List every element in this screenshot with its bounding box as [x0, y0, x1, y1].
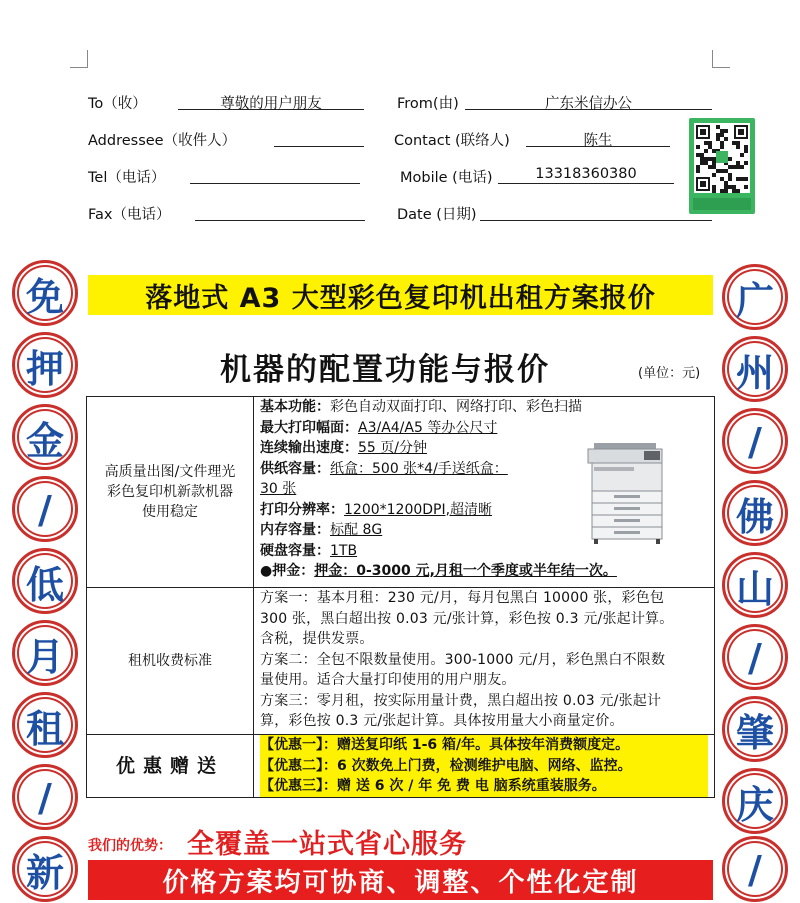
bottom-banner: 价格方案均可协商、调整、个性化定制 — [88, 860, 713, 900]
left-seal-4: 低 — [12, 548, 78, 614]
promo-label: 优惠赠送 — [87, 735, 254, 797]
qr-module — [744, 149, 748, 153]
to-label: To（收） — [88, 96, 147, 112]
qr-module — [696, 169, 700, 173]
promo-list — [254, 735, 714, 797]
fee-line: 方案三：零月租，按实际用量计费，黑白超出按 0.03 元/张起计 — [260, 692, 662, 709]
spec-value: 纸盒：500 张*4/手送纸盒： — [330, 460, 508, 477]
left-seal-1: 押 — [12, 332, 78, 398]
qr-module — [740, 165, 744, 169]
left-seal-8: 新 — [12, 836, 78, 902]
fee-label: 租机收费标准 — [87, 588, 254, 734]
to-value: 尊敬的用户朋友 — [178, 92, 364, 110]
qr-module — [740, 153, 744, 157]
mobile-label: Mobile (电话) — [400, 170, 493, 186]
qr-module — [744, 185, 748, 189]
qr-module — [712, 189, 716, 193]
unit-note: (单位：元) — [638, 366, 701, 381]
spec-value: 标配 8G — [330, 522, 383, 538]
qr-module — [744, 177, 748, 181]
promo-row — [87, 734, 714, 797]
promo-line: 【优惠三】：赠 送 6 次 / 年 免 费 电 脑系统重装服务。 — [260, 778, 606, 794]
spec-value: A3/A4/A5 等办公尺寸 — [358, 419, 498, 436]
addressee-value — [274, 129, 364, 147]
spec-key: 连续输出速度： — [260, 440, 358, 456]
advantage-label: 我们的优势： — [88, 838, 172, 854]
copier-image — [584, 437, 672, 547]
section-subtitle: 机器的配置功能与报价 — [220, 352, 550, 388]
advantage-text: 全覆盖一站式省心服务 — [187, 829, 467, 860]
left-seal-3: / — [12, 476, 78, 542]
spec-key: ●押金： — [260, 563, 315, 579]
qr-module — [696, 145, 700, 149]
spec-value: 30 张 — [260, 481, 297, 497]
fee-line: 300 张，黑白超出按 0.03 元/张计算，彩色按 0.3 元/张起计算。 — [260, 610, 674, 627]
main-title-banner: 落地式 A3 大型彩色复印机出租方案报价 — [88, 275, 713, 315]
price-table — [86, 396, 715, 798]
left-seal-7: / — [12, 764, 78, 830]
from-label: From(由) — [397, 96, 459, 112]
config-label: 高质量出图/文件理光彩色复印机新款机器使用稳定 — [87, 397, 254, 587]
addressee-label: Addressee（收件人） — [88, 133, 237, 149]
spec-value: 1200*1200DPI,超清晰 — [344, 501, 493, 518]
qr-module — [716, 151, 728, 163]
qr-module — [720, 145, 724, 149]
crop-mark-top-right — [712, 50, 730, 68]
qr-module — [712, 173, 716, 177]
fax-label: Fax（电话） — [88, 207, 171, 223]
spec-key: 基本功能： — [260, 399, 330, 415]
contact-value: 陈生 — [526, 129, 670, 147]
spec-key: 打印分辨率： — [260, 501, 344, 518]
qr-module — [744, 161, 748, 165]
spec-line — [260, 418, 708, 439]
spec-key: 内存容量： — [260, 522, 330, 538]
fee-line: 方案一：基本月租：230 元/月，每月包黑白 10000 张，彩色包 — [260, 590, 665, 606]
to-row — [88, 92, 147, 113]
fee-line: 方案二：全包不限数量使用。300-1000 元/月，彩色黑白不限数 — [260, 651, 666, 668]
crop-mark-top-left — [70, 50, 88, 68]
qr-footer — [693, 198, 751, 210]
right-seal-6: 肇 — [722, 696, 788, 762]
fee-line: 含税，提供发票。 — [260, 631, 374, 647]
spec-value: 55 页/分钟 — [358, 440, 427, 456]
wechat-qr-code — [689, 118, 755, 214]
right-seal-1: 州 — [722, 336, 788, 402]
promo-line: 【优惠二】：6 次数免上门费，检测维护电脑、网络、监控。 — [260, 757, 632, 774]
left-seal-5: 月 — [12, 620, 78, 686]
spec-key: 硬盘容量： — [260, 542, 330, 559]
contact-label: Contact (联络人) — [394, 133, 510, 149]
date-label: Date (日期) — [397, 207, 477, 223]
right-seal-7: 庆 — [722, 768, 788, 834]
qr-module — [736, 145, 740, 149]
left-seal-6: 租 — [12, 692, 78, 758]
qr-module — [704, 149, 708, 153]
right-seal-3: 佛 — [722, 480, 788, 546]
fee-list — [254, 588, 714, 734]
tel-value — [190, 166, 360, 184]
spec-line — [260, 397, 708, 418]
qr-module — [736, 189, 740, 193]
from-value: 广东米信办公 — [465, 92, 712, 110]
date-value — [480, 203, 712, 221]
spec-value: 押金：0-3000 元,月租一个季度或半年结一次。 — [314, 563, 617, 579]
fee-line: 量使用。适合大量打印使用的用户朋友。 — [260, 672, 516, 688]
left-seal-0: 免 — [12, 260, 78, 326]
config-row — [87, 397, 714, 587]
fee-line: 算，彩色按 0.3 元/张起计算。具体按用量大小商量定价。 — [260, 713, 624, 729]
spec-value: 1TB — [330, 542, 358, 559]
fee-row — [87, 587, 714, 734]
promo-line: 【优惠一】：赠送复印纸 1-6 箱/年。具体按年消费额度定。 — [260, 737, 630, 753]
qr-module — [700, 181, 706, 187]
right-seal-4: 山 — [722, 552, 788, 618]
spec-list — [254, 397, 714, 587]
spec-key: 供纸容量： — [260, 460, 330, 477]
qr-module — [724, 189, 728, 193]
right-seal-5: / — [722, 624, 788, 690]
spec-line — [260, 561, 708, 582]
right-seal-8: / — [722, 836, 788, 902]
right-seal-0: 广 — [722, 264, 788, 330]
qr-module — [724, 129, 728, 133]
right-seal-2: / — [722, 408, 788, 474]
fax-value — [195, 203, 365, 221]
spec-value: 彩色自动双面打印、网络打印、彩色扫描 — [330, 399, 582, 415]
mobile-value: 13318360380 — [498, 166, 674, 184]
qr-module — [738, 129, 744, 135]
qr-module — [700, 129, 706, 135]
qr-module — [728, 177, 732, 181]
qr-module — [724, 137, 728, 141]
tel-label: Tel（电话） — [88, 170, 166, 186]
left-seal-2: 金 — [12, 404, 78, 470]
spec-key: 最大打印幅面： — [260, 419, 358, 436]
qr-module — [728, 157, 732, 161]
